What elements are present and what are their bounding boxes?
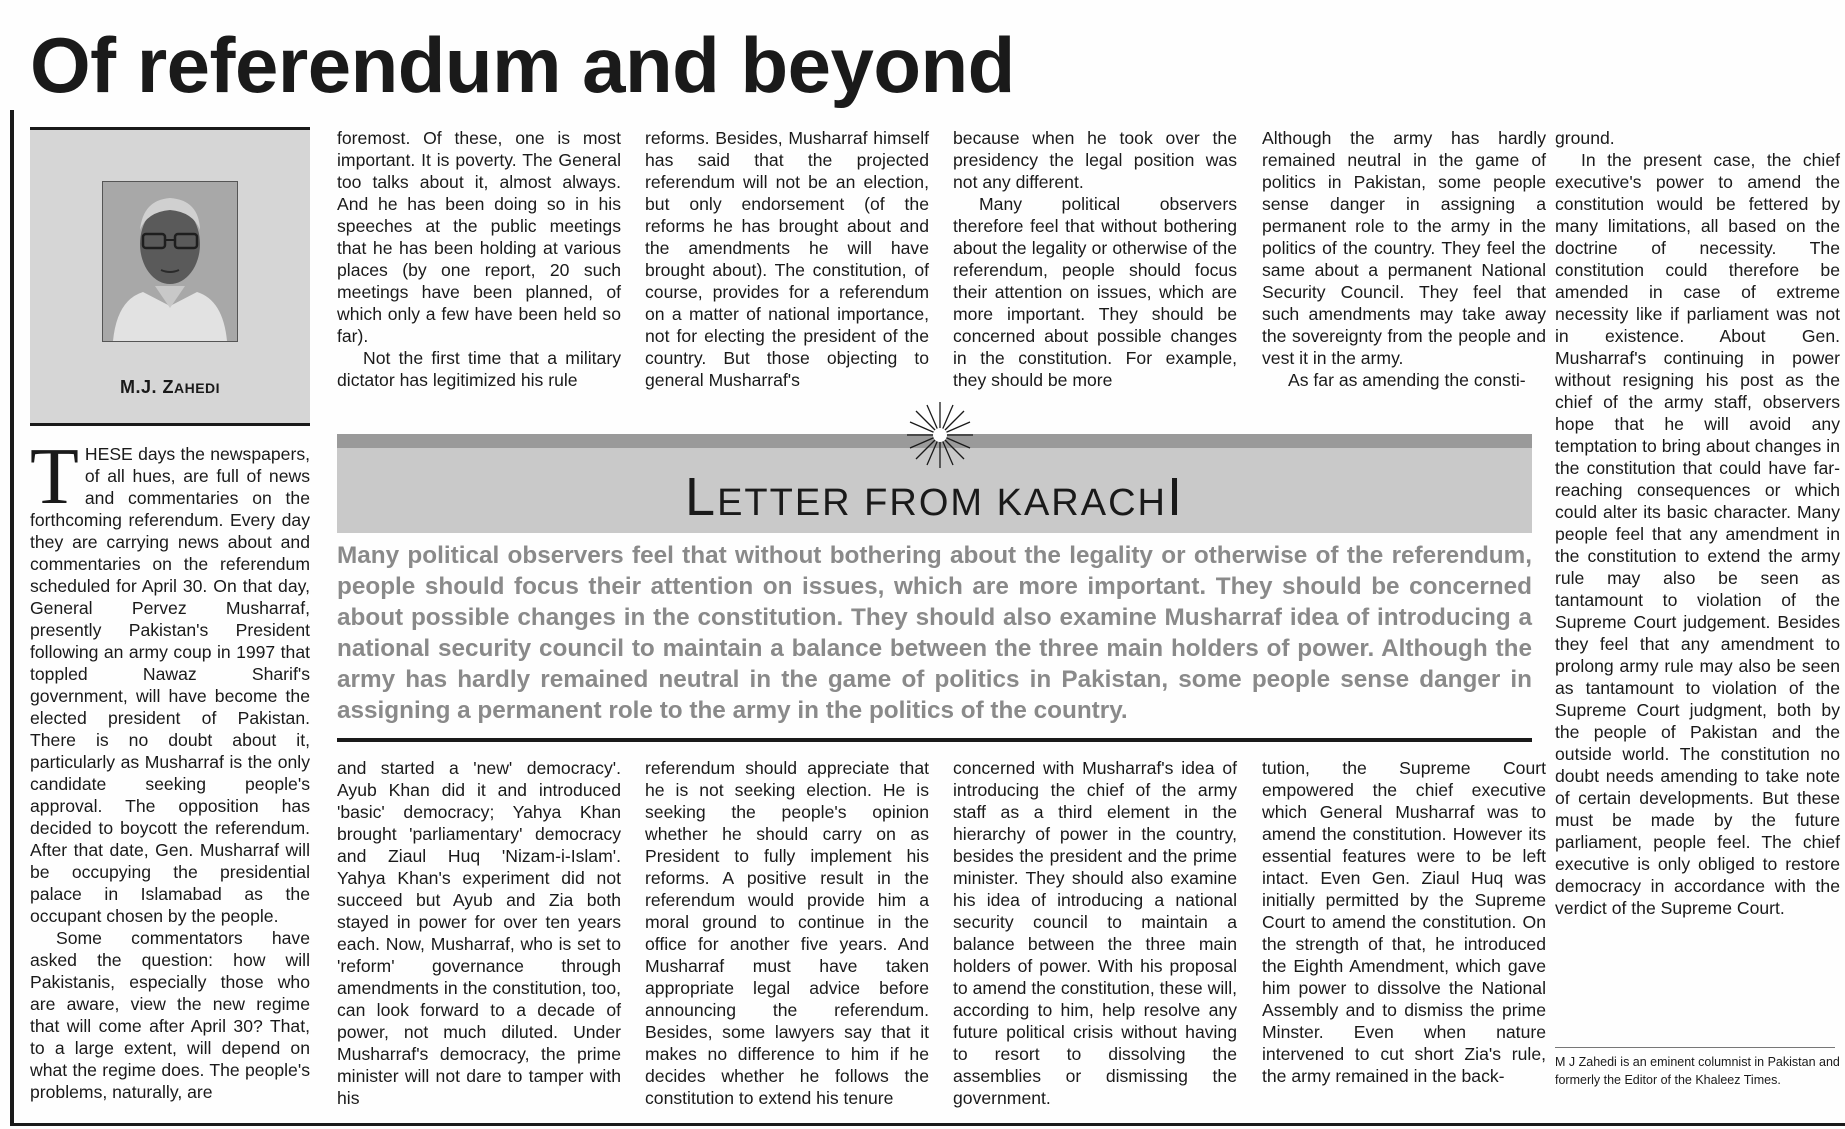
banner-final: I xyxy=(1166,467,1184,527)
paragraph: concerned with Musharraf's idea of introducing the chief of the army staff as a third element in the hierarchy of power in the country, besides the president and the prime minister. They should also examine his idea of introducing a national security council to maintain a balance between the three main holders of power. With his proposal to amend the constitution, these will, according to him, help resolve any future political crisis without having to resort to dissolving the assemblies or dismissing the government. xyxy=(953,758,1237,1108)
starburst-icon xyxy=(905,400,975,470)
article-column-3-bottom xyxy=(645,757,929,1109)
headline: Of referendum and beyond xyxy=(30,21,1015,109)
article-column-2-top xyxy=(337,127,621,391)
paragraph: Some commentators have asked the question: how will Pakistanis, especially those who are aware, view the new regime that will come after April 30? That, to a large extent, will depend on what the regime does. The people's problems, naturally, are xyxy=(30,928,310,1102)
section-divider xyxy=(337,738,1532,742)
paragraph: and started a 'new' democracy'. Ayub Khan did it and introduced 'basic' democracy; Yahya Khan brought 'parliamentary' democracy and Ziaul Huq 'Nizam-i-Islam'. Yahya Khan's experiment did not succeed but Ayub and Zia both stayed in power for over ten years each. Now, Musharraf, who is set to 'reform' governance through amendments in the constitution, too, can look forward to a decade of power, not much diluted. Under Musharraf's democracy, the prime minister will not dare to tamper with his xyxy=(337,758,621,1108)
article-column-2-bottom xyxy=(337,757,621,1109)
paragraph: Many political observers therefore feel that without bothering about the legality or otherwise of the referendum, people should focus their attention on issues, which are more important. They should be concerned about possible changes in the constitution. For example, they should be more xyxy=(953,194,1237,390)
left-column-rule xyxy=(10,110,14,1123)
paragraph: referendum should appreciate that he is not seeking election. He is seeking the people's opinion whether he should carry on as President to fully implement his reforms. A positive result in the referendum would provide him a moral ground to continue in the office for another five years. And Musharraf must have taken appropriate legal advice before announcing the referendum. Besides, some lawyers say that it makes no difference to him if he decides whether he follows the constitution to extend his tenure xyxy=(645,758,929,1108)
paragraph: In the present case, the chief executive's power to amend the constitution would be fettered by many limitations, all based on the doctrine of necessity. The constitution could therefore be amended in case of extreme necessity like if parliament was not in existence. About Gen. Musharraf's continuing in power without resigning his post as the chief of the army staff, observers hope that he will avoid any temptation to bring about changes in the constitution that could have far-reaching consequences or which could alter its basic character. Many people feel that any amendment in the constitution to extend the army rule may also be seen as tantamount to violation of the Supreme Court judgement. Besides they feel that any amendment to prolong army rule may also be seen as tantamount to violation of the Supreme Court judgment, both by the people of Pakistan and the outside world. The constitution no doubt needs amending to take note of certain developments. But these must be made by the future parliament, people feel. The chief executive is only obliged to restore democracy in accordance with the verdict of the Supreme Court. xyxy=(1555,150,1840,918)
paragraph: because when he took over the presidency the legal position was not any different. xyxy=(953,128,1237,192)
paragraph: reforms. Besides, Musharraf himself has said that the projected referendum will not be an election, but only endorsement (of the reforms he has brought about and the amendments he will have brought about). The constitution, of course, provides for a referendum on a matter of national importance, not for electing the president of the country. But those objecting to general Musharraf's xyxy=(645,128,929,390)
paragraph: Not the first time that a military dictator has legitimized his rule xyxy=(337,348,621,390)
paragraph: ground. xyxy=(1555,128,1615,148)
author-name-prefix: M.J. Z xyxy=(119,377,174,397)
bottom-rule xyxy=(10,1123,1845,1126)
paragraph: tution, the Supreme Court empowered the chief executive which General Musharraf was to amend the constitution. However its essential features were to be left intact. Even Gen. Ziaul Huq was initially permitted by the Supreme Court to amend the constitution. On the strength of that, he introduced the Eighth Amendment, which gave him power to dissolve the National Assembly and to dismiss the prime Minster. Even when nature intervened to cut short Zia's rule, the army remained in the back- xyxy=(1262,758,1546,1086)
paragraph-text: HESE days the newspapers, of all hues, are full of news and commentaries on the forthcoming referendum. Every day they are carrying news about and commentaries on the referendum scheduled for April 30. On that day, General Pervez Musharraf, presently Pakistan's President following an army coup in 1997 that toppled Nawaz Sharif's government, will have become the elected president of Pakistan. There is no doubt about it, particularly as Musharraf is the only candidate seeking people's approval. The opposition has decided to boycott the referendum. After that date, Gen. Musharraf will be occupying the presidential palace in Islamabad as the occupant chosen by the people. xyxy=(30,444,310,926)
article-column-4-bottom xyxy=(953,757,1237,1109)
article-column-4-top xyxy=(953,127,1237,391)
banner-initial: L xyxy=(685,467,718,527)
banner-text: ETTER FROM KARACH xyxy=(717,482,1167,524)
section-banner-title xyxy=(337,466,1532,528)
author-name-rest: AHEDI xyxy=(173,380,221,396)
pull-quote: Many political observers feel that without bothering about the legality or otherwise of the referendum, people should focus their attention on issues, which are more important. They should be concerned about possible changes in the constitution. They should also examine Musharraf idea of introducing a national security council to maintain a balance between the three main holders of power. Although the army has hardly remained neutral in the game of politics in Pakistan, some people sense danger in assigning a permanent role to the army in the politics of the country. xyxy=(337,542,1532,724)
article-column-5-top xyxy=(1262,127,1546,391)
paragraph: Although the army has hardly remained neutral in the game of politics in Pakistan, some people sense danger in assigning a permanent role to the army in the politics of the country. They feel the same about a permanent National Security Council. They feel that such amendments may take away the sovereignty from the people and vest it in the army. xyxy=(1262,128,1546,368)
author-footnote: M J Zahedi is an eminent columnist in Pakistan and formerly the Editor of the Khaleez Times. xyxy=(1555,1055,1840,1087)
article-column-6 xyxy=(1555,127,1840,919)
article-column-1 xyxy=(30,433,310,1103)
article-column-3-top xyxy=(645,127,929,391)
article-column-5-bottom xyxy=(1262,757,1546,1087)
paragraph: foremost. Of these, one is most important. It is poverty. The General too talks about it, almost always. And he has been doing so in his speeches at the public meetings that he has been holding at various places (by one report, 20 such meetings have been planned, of which only a few have been held so far). xyxy=(337,128,621,346)
author-byline xyxy=(30,377,310,398)
footnote-rule xyxy=(1555,1047,1835,1048)
paragraph xyxy=(30,433,310,927)
drop-cap: T xyxy=(30,433,79,521)
author-photo xyxy=(102,181,238,342)
paragraph: As far as amending the consti- xyxy=(1288,370,1526,390)
author-box xyxy=(30,127,310,426)
